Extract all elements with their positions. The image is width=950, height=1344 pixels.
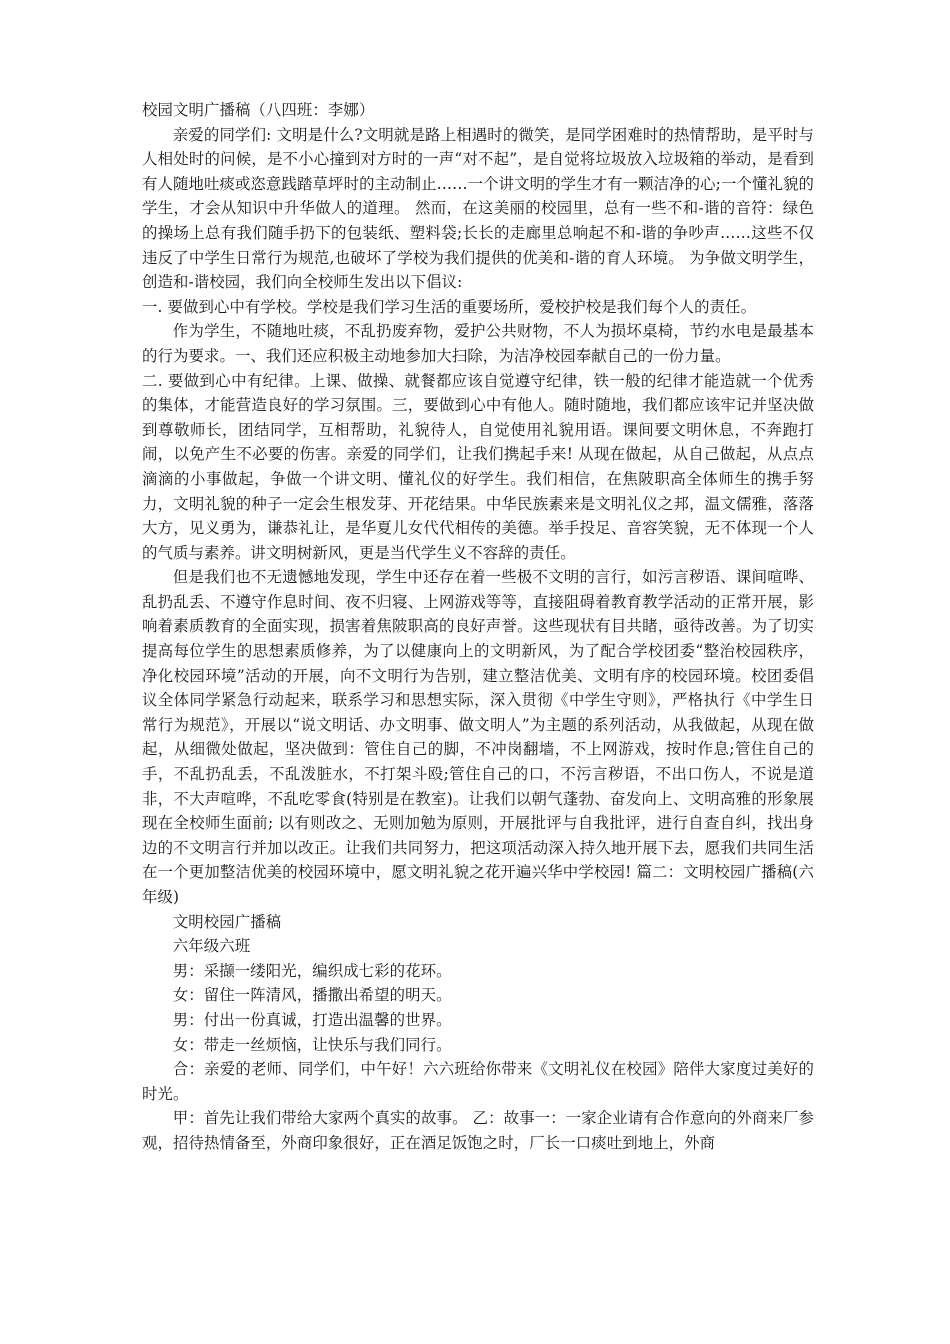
dialogue-line-3: 男：付出一份真诚，打造出温馨的世界。: [172, 1010, 452, 1029]
class-name: 六年级六班: [172, 937, 251, 956]
dialogue-line-1: 男：采撷一缕阳光，编织成七彩的花环。: [172, 961, 452, 980]
document-body: [142, 98, 814, 1156]
dialogue-story: 甲：首先让我们带给大家两个真实的故事。 乙：故事一：一家企业请有合作意向的外商来厂参观，招待热情备至，外商印象很好，正在酒足饭饱之时，厂长一口痰吐到地上，外商: [142, 1109, 814, 1152]
paragraph-uncivil-behavior: 但是我们也不无遗憾地发现，学生中还存在着一些极不文明的言行，如污言秽语、课间喧哗、乱扔乱丢、不遵守作息时间、夜不归寝、上网游戏等等，直接阻碍着教育教学活动的正常开展，影响着素质教育的全面实现，损害着焦陂职高的良好声誉。这些现状有目共睹，亟待改善。为了切实提高每位学生的思想素质修养，为了以健康向上的文明新风，为了配合学校团委“整治校园秩序，净化校园环境”活动的开展，向不文明行为告别，建立整洁优美、文明有序的校园环境。校团委倡议全体同学紧急行动起来，联系学习和思想实际，深入贯彻《中学生守则》，严格执行《中学生日常行为规范》，开展以“说文明话、办文明事、做文明人”为主题的系列活动，从我做起，从现在做起，从细微处做起，坚决做到：管住自己的脚，不冲岗翻墙，不上网游戏，按时作息;管住自己的手，不乱扔乱丢，不乱泼脏水，不打架斗殴;管住自己的口，不污言秽语，不出口伤人，不说是道非，不大声喧哗，不乱吃零食(特别是在教室)。让我们以朝气蓬勃、奋发向上、文明高雅的形象展现在全校师生面前; 以有则改之、无则加勉为原则，开展批评与自我批评，进行自查自纠，找出身边的不文明言行并加以改正。让我们共同努力，把这项活动深入持久地开展下去，愿我们共同生活在一个更加整洁优美的校园环境中，愿文明礼貌之花开遍兴华中学校园! 篇二：文明校园广播稿(六年级): [142, 568, 814, 906]
paragraph-student-behavior: 作为学生，不随地吐痰，不乱扔废弃物，爱护公共财物，不人为损坏桌椅，节约水电是最基本的行为要求。一、我们还应积极主动地参加大扫除，为洁净校园奉献自己的一份力量。: [142, 322, 814, 365]
paragraph-proposal-one: 一. 要做到心中有学校。学校是我们学习生活的重要场所，爱校护校是我们每个人的责任。: [142, 297, 757, 316]
dialogue-line-2: 女：留住一阵清风，播撒出希望的明天。: [172, 986, 452, 1005]
dialogue-together: 合：亲爱的老师、同学们，中午好！六六班给你带来《文明礼仪在校园》陪伴大家度过美好的时光。: [142, 1060, 814, 1103]
dialogue-line-4: 女：带走一丝烦恼，让快乐与我们同行。: [172, 1035, 452, 1054]
document-title: 校园文明广播稿（八四班：李娜）: [142, 101, 375, 119]
paragraph-greeting: 亲爱的同学们: 文明是什么?文明就是路上相遇时的微笑，是同学困难时的热情帮助，是平时与人相处时的问候，是不小心撞到对方时的一声“对不起”，是自觉将垃圾放入垃圾箱的举动，是看到有人随地吐痰或恣意践踏草坪时的主动制止……一个讲文明的学生才有一颗洁净的心;一个懂礼貌的学生，才会从知识中升华做人的道理。 然而，在这美丽的校园里，总有一些不和-谐的音符：绿色的操场上总有我们随手扔下的包装纸、塑料袋;长长的走廊里总响起不和-谐的争吵声……这些不仅违反了中学生日常行为规范,也破坏了学校为我们提供的优美和-谐的育人环境。 为争做文明学生，创造和-谐校园，我们向全校师生发出以下倡议:: [142, 125, 814, 292]
paragraph-discipline: 二. 要做到心中有纪律。上课、做操、就餐都应该自觉遵守纪律，铁一般的纪律才能造就一个优秀的集体，才能营造良好的学习氛围。三，要做到心中有他人。随时随地，我们都应该牢记并坚决做到尊敬师长，团结同学，互相帮助，礼貌待人，自觉使用礼貌用语。课间要文明休息，不奔跑打闹，以免产生不必要的伤害。亲爱的同学们，让我们携起手来! 从现在做起，从自己做起，从点点滴滴的小事做起，争做一个讲文明、懂礼仪的好学生。我们相信，在焦陂职高全体师生的携手努力，文明礼貌的种子一定会生根发芽、开花结果。中华民族素来是文明礼仪之邦，温文儒雅，落落大方，见义勇为，谦恭礼让，是华夏儿女代代相传的美德。举手投足、音容笑貌，无不体现一个人的气质与素养。讲文明树新风，更是当代学生义不容辞的责任。: [142, 371, 814, 562]
broadcast-title: 文明校园广播稿: [172, 912, 282, 931]
